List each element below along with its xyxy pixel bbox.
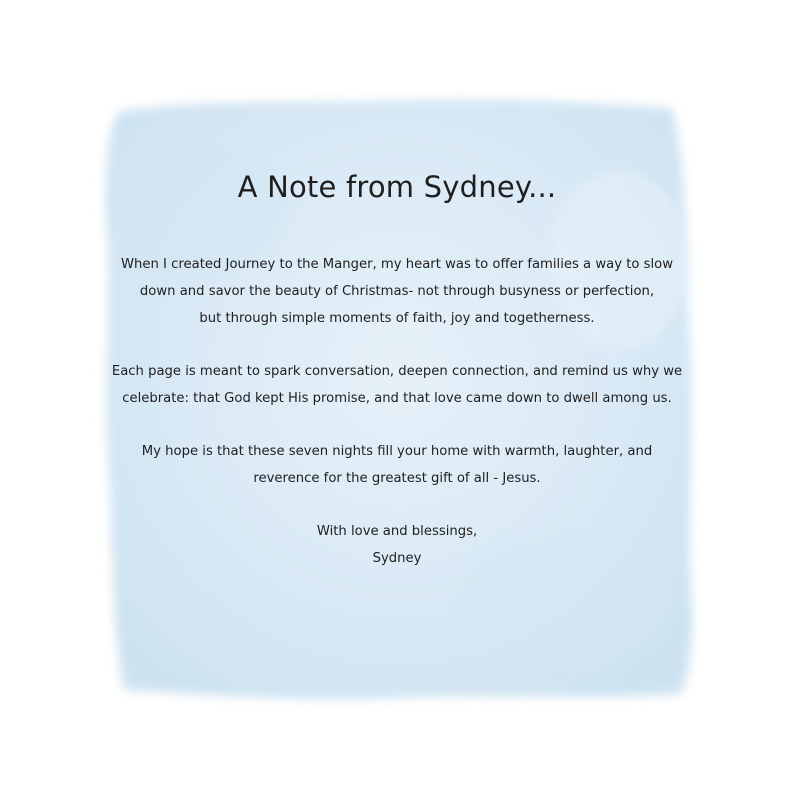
closing-salutation: With love and blessings, [316, 523, 478, 539]
paragraph-purpose [110, 358, 684, 412]
paragraph-line: down and savor the beauty of Christmas- not through busyness or perfection, [139, 283, 655, 299]
paragraph-line: reverence for the greatest gift of all - Jesus. [253, 470, 541, 486]
paragraph-line: My hope is that these seven nights fill your home with warmth, laughter, and [141, 443, 653, 459]
paragraph-intro [110, 251, 684, 332]
paragraph-line: but through simple moments of faith, joy and togetherness. [199, 310, 595, 326]
note-card [110, 170, 684, 572]
paragraph-line: Each page is meant to spark conversation, deepen connection, and remind us why we [111, 363, 683, 379]
closing-signature: Sydney [372, 550, 422, 566]
paragraph-hope [110, 438, 684, 492]
paragraph-line: When I created Journey to the Manger, my heart was to offer families a way to slow [120, 256, 674, 272]
note-title: A Note from Sydney... [237, 170, 557, 204]
paragraph-line: celebrate: that God kept His promise, and that love came down to dwell among us. [122, 390, 672, 406]
closing-block [110, 518, 684, 572]
